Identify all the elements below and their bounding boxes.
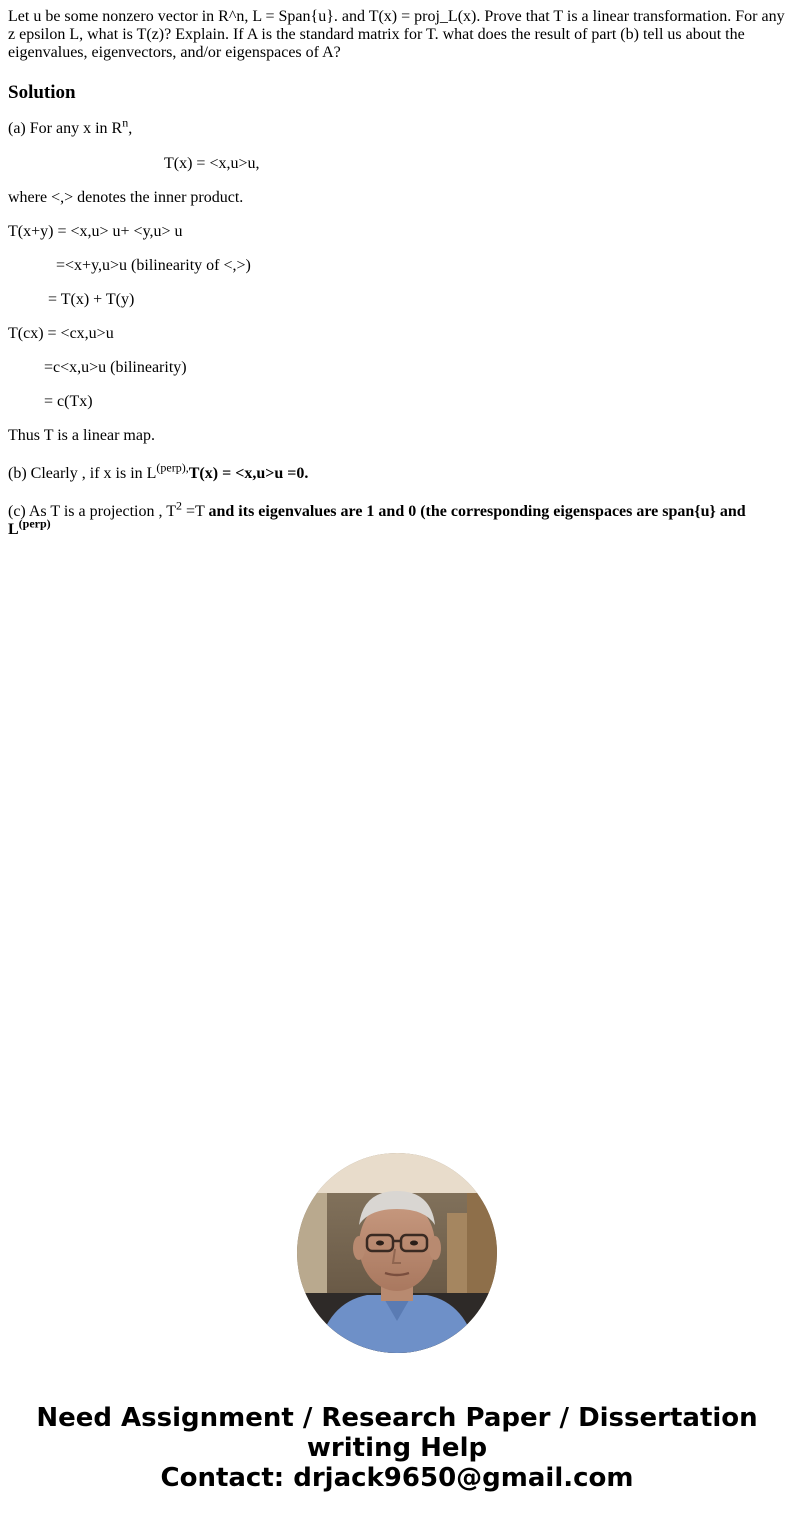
banner-line-2: writing Help <box>306 1433 488 1463</box>
question-text: Let u be some nonzero vector in R^n, L = Span{u}. and T(x) = proj_L(x). Prove that T is a linear transformation. For any z epsilon L, what is T(z)? Explain. If A is the standard matrix for T. what does the result of part (b) tell us about the eigenvalues, eigenvectors, and/or eigenspaces of A? <box>8 8 785 61</box>
part-c-text: (c) As T is a projection , $T^2 =T$ and its eigenvalues are 1 and 0 (the corresponding eigenspaces are span{u} and $L^{(perp)}$ <box>8 498 746 538</box>
banner-line-1: Need Assignment / Research Paper / Dissertation <box>36 1403 758 1433</box>
additivity-step-2: =<x+y,u>u (bilinearity of <,>) <box>56 257 251 274</box>
tutor-avatar <box>297 1153 497 1353</box>
part-b-text: (b) Clearly , if x is in $L^{(perp),}T(x) = <x,u>u =0$. <box>8 460 309 482</box>
additivity-step-1: T(x+y) = <x,u> u+ <y,u> u <box>8 223 183 240</box>
part-a-definition: T(x) = <x,u>u, <box>164 155 260 172</box>
banner-contact: Contact: drjack9650@gmail.com <box>160 1463 634 1493</box>
document-body <box>8 8 788 539</box>
additivity-step-3: = T(x) + T(y) <box>48 291 135 308</box>
homogeneity-step-1: T(cx) = <cx,u>u <box>8 325 114 342</box>
tutor-portrait-icon <box>297 1153 497 1353</box>
part-a-note: where <,> denotes the inner product. <box>8 189 244 206</box>
solution-heading: Solution <box>8 82 76 103</box>
part-a-intro: (a) For any x in $R^n$, <box>8 115 133 137</box>
homogeneity-step-3: = c(Tx) <box>44 393 93 410</box>
part-a-conclusion: Thus T is a linear map. <box>8 427 155 444</box>
homogeneity-step-2: =c<x,u>u (bilinearity) <box>44 359 187 376</box>
promo-banner <box>0 1403 794 1493</box>
